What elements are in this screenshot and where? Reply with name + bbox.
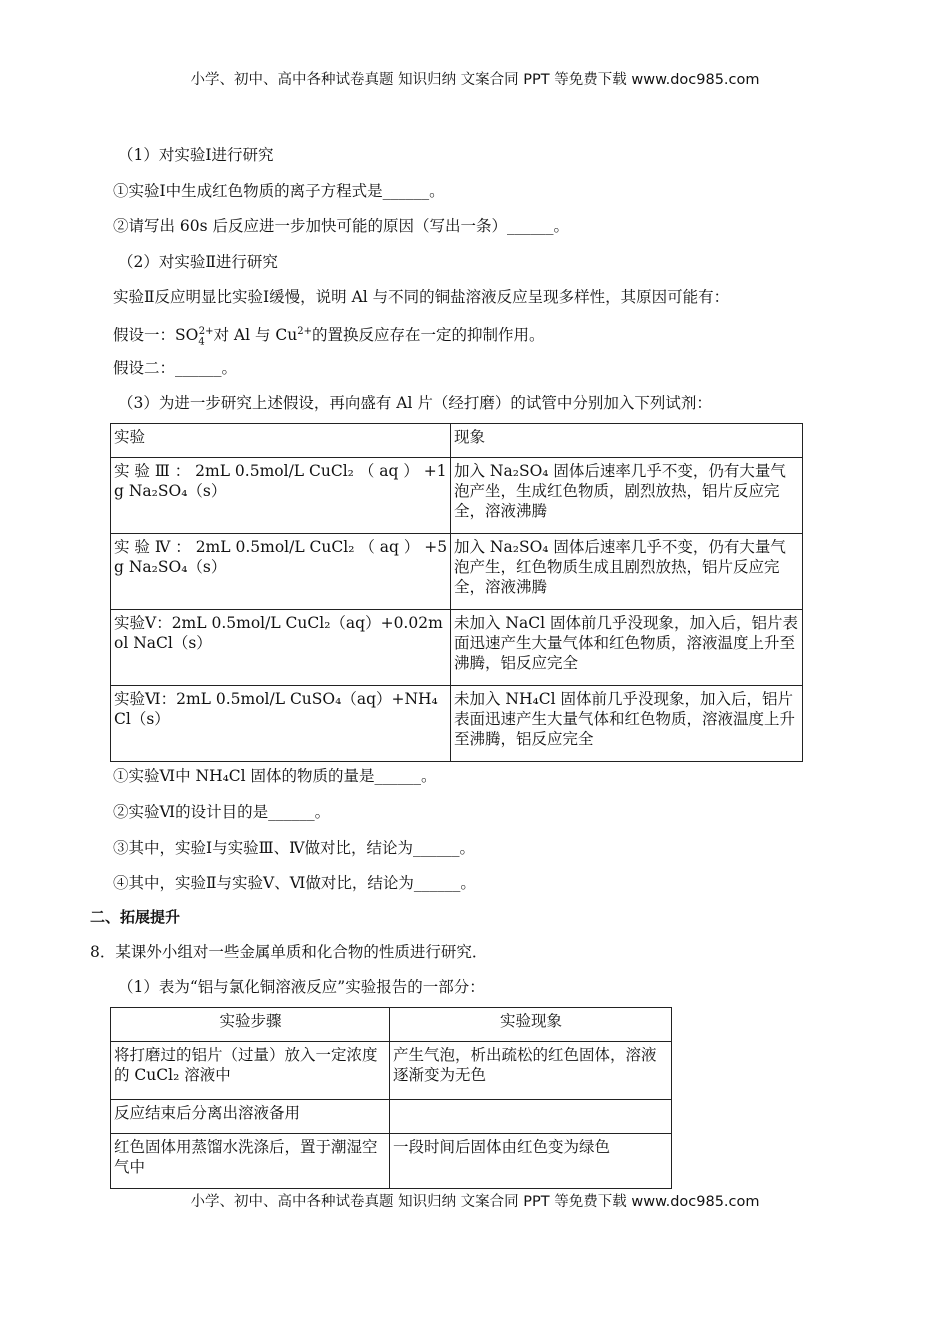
step-cell: 将打磨过的铝片（过量）放入一定浓度的 CuCl₂ 溶液中 bbox=[111, 1042, 390, 1100]
question-d: ④其中，实验Ⅱ与实验Ⅴ、Ⅵ做对比，结论为______。 bbox=[113, 874, 476, 892]
page-header: 小学、初中、高中各种试卷真题 知识归纳 文案合同 PPT 等免费下载 www.doc985.com bbox=[190, 72, 760, 88]
observation-cell: 未加入 NaCl 固体前几乎没现象，加入后，铝片表面迅速产生大量气体和红色物质，溶液温度上升至沸腾，铝反应完全 bbox=[451, 610, 803, 686]
question-8-part-1: （1）表为“铝与氯化铜溶液反应”实验报告的一部分： bbox=[118, 978, 485, 996]
table-row bbox=[111, 686, 803, 762]
q3-title: （3）为进一步研究上述假设，再向盛有 Al 片（经打磨）的试管中分别加入下列试剂： bbox=[118, 394, 712, 412]
hypothesis-two: 假设二：______。 bbox=[113, 359, 238, 377]
header-cell: 实验步骤 bbox=[111, 1008, 390, 1042]
table-header-row bbox=[111, 424, 803, 458]
table-row bbox=[111, 458, 803, 534]
header-cell: 实验现象 bbox=[390, 1008, 672, 1042]
q1-item-b: ②请写出 60s 后反应进一步加快可能的原因（写出一条）______。 bbox=[113, 217, 570, 235]
section-heading: 二、拓展提升 bbox=[90, 908, 181, 926]
table-row bbox=[111, 1042, 672, 1100]
question-8: 8．某课外小组对一些金属单质和化合物的性质进行研究． bbox=[90, 943, 488, 961]
question-a: ①实验Ⅵ中 NH₄Cl 固体的物质的量是______。 bbox=[113, 767, 437, 785]
experiment-table bbox=[110, 423, 803, 762]
report-table bbox=[110, 1007, 672, 1189]
step-cell: 反应结束后分离出溶液备用 bbox=[111, 1100, 390, 1134]
step-cell: 红色固体用蒸馏水洗涤后，置于潮湿空气中 bbox=[111, 1134, 390, 1189]
observation-cell: 产生气泡，析出疏松的红色固体，溶液逐渐变为无色 bbox=[390, 1042, 672, 1100]
experiment-cell: 实验Ⅴ：2mL 0.5mol/L CuCl₂（aq）+0.02mol NaCl（s） bbox=[111, 610, 451, 686]
header-cell: 现象 bbox=[451, 424, 803, 458]
q2-title: （2）对实验Ⅱ进行研究 bbox=[118, 253, 278, 271]
observation-cell: 未加入 NH₄Cl 固体前几乎没现象，加入后，铝片表面迅速产生大量气体和红色物质，溶液温度上升至沸腾，铝反应完全 bbox=[451, 686, 803, 762]
observation-cell: 加入 Na₂SO₄ 固体后速率几乎不变，仍有大量气泡产生，红色物质生成且剧烈放热，铝片反应完全，溶液沸腾 bbox=[451, 534, 803, 610]
table-row bbox=[111, 1100, 672, 1134]
q1-item-a: ①实验Ⅰ中生成红色物质的离子方程式是______。 bbox=[113, 182, 445, 200]
q2-text: 实验Ⅱ反应明显比实验Ⅰ缓慢，说明 Al 与不同的铜盐溶液反应呈现多样性，其原因可能有： bbox=[113, 288, 730, 306]
page-footer: 小学、初中、高中各种试卷真题 知识归纳 文案合同 PPT 等免费下载 www.doc985.com bbox=[190, 1194, 760, 1210]
experiment-cell: 实验Ⅵ：2mL 0.5mol/L CuSO₄（aq）+NH₄Cl（s） bbox=[111, 686, 451, 762]
table-row bbox=[111, 534, 803, 610]
question-b: ②实验Ⅵ的设计目的是______。 bbox=[113, 803, 331, 821]
table-row bbox=[111, 1134, 672, 1189]
observation-cell: 加入 Na₂SO₄ 固体后速率几乎不变，仍有大量气泡产坐，生成红色物质，剧烈放热，铝片反应完全，溶液沸腾 bbox=[451, 458, 803, 534]
table-header-row bbox=[111, 1008, 672, 1042]
header-cell: 实验 bbox=[111, 424, 451, 458]
observation-cell bbox=[390, 1100, 672, 1134]
experiment-cell: 实 验 Ⅳ ： 2mL 0.5mol/L CuCl₂ （ aq ） +5g Na₂SO₄（s） bbox=[111, 534, 451, 610]
experiment-cell: 实 验 Ⅲ ： 2mL 0.5mol/L CuCl₂ （ aq ） +1g Na₂SO₄（s） bbox=[111, 458, 451, 534]
observation-cell: 一段时间后固体由红色变为绿色 bbox=[390, 1134, 672, 1189]
q1-title: （1）对实验Ⅰ进行研究 bbox=[118, 146, 274, 164]
question-c: ③其中，实验Ⅰ与实验Ⅲ、Ⅳ做对比，结论为______。 bbox=[113, 839, 476, 857]
table-row bbox=[111, 610, 803, 686]
hypothesis-one: 假设一：$SO_4^{2+}$对 Al 与 $Cu^{2+}$的置换反应存在一定的抑制作用。 bbox=[113, 326, 545, 348]
